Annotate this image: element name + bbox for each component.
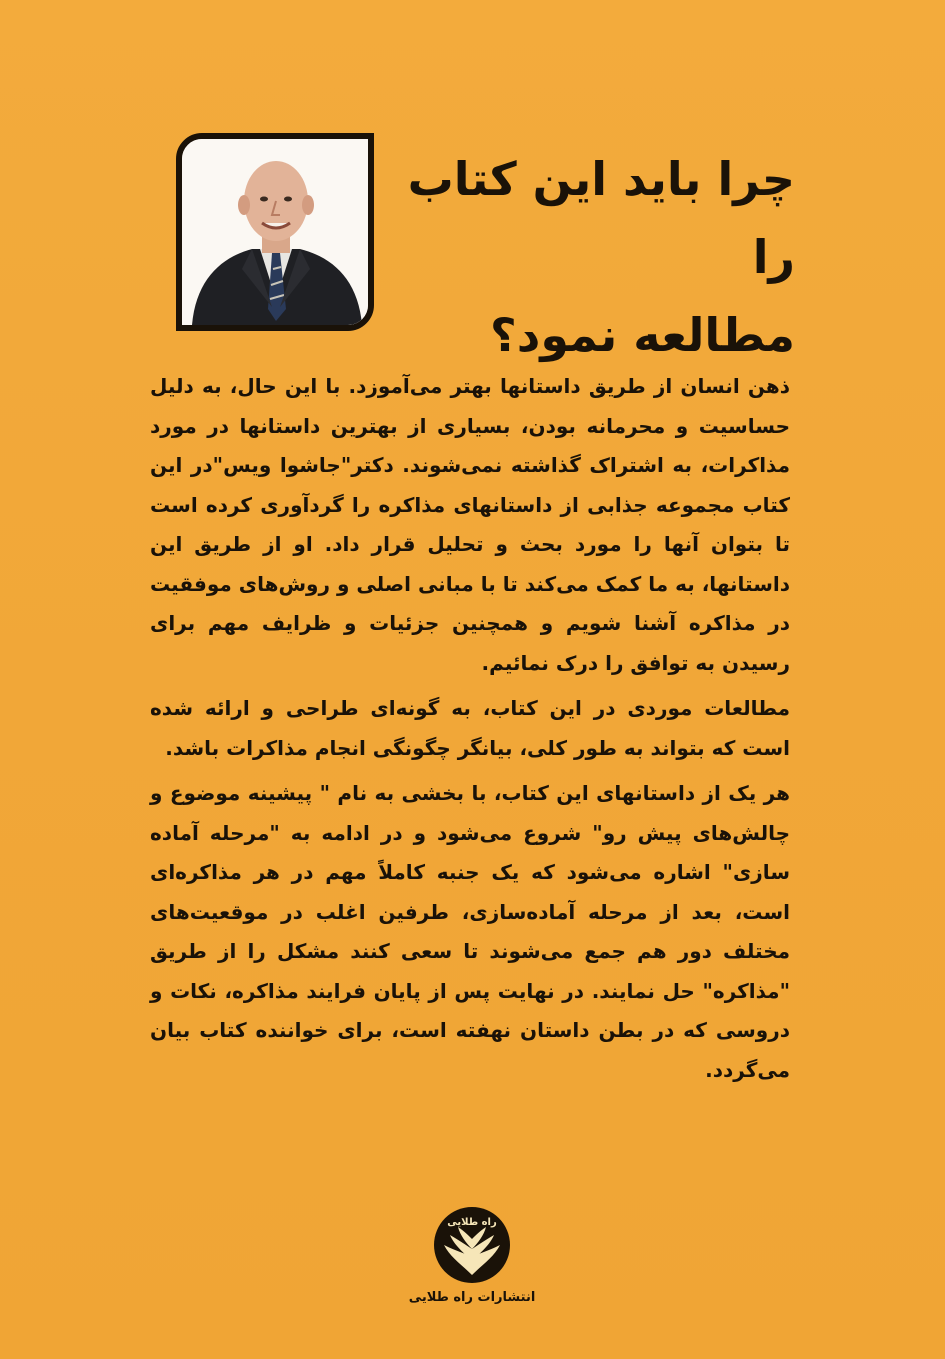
paragraph: مطالعات موردی در این کتاب، به گونه‌ای طراحی و ارائه شده است که بتواند به طور کلی، بیانگر چگونگی انجام مذاکرات باشد. (150, 696, 790, 760)
paragraph: هر یک از داستانهای این کتاب، با بخشی به نام " پیشینه موضوع و چالش‌های پیش رو" شروع می‌شود و در ادامه به "مرحله آماده سازی" اشاره می‌شود که یک جنبه کاملاً مهم در هر مذاکره‌ای است، بعد از مرحله آماده‌سازی، طرفین اغلب در موقعیت‌های مختلف دور هم جمع می‌شوند تا سعی کنند مشکل را از طریق "مذاکره" حل نمایند. در نهایت پس از پایان فرایند مذاکره، نکات و دروسی که در بطن داستان نهفته است، برای خواننده کتاب بیان می‌گردد. (150, 781, 790, 1082)
title-line-2: مطالعه نمود؟ (490, 308, 795, 362)
paragraph: ذهن انسان از طریق داستانها بهتر می‌آموزد. با این حال، به دلیل حساسیت و محرمانه بودن، بسیاری از بهترین داستانها در مورد مذاکرات، به اشتراک گذاشته نمی‌شوند. دکتر"جاشوا ویس"در این کتاب مجموعه جذابی از داستانهای مذاکره را گردآوری کرده است تا بتوان آنها را مورد بحث و تحلیل قرار داد. او از طریق این داستانها، به ما کمک می‌کند تا با مبانی اصلی و روش‌های موفقیت در مذاکره آشنا شویم و همچنین جزئیات و ظرایف مهم برای رسیدن به توافق را درک نمائیم. (150, 374, 790, 675)
phoenix-logo-icon (432, 1205, 512, 1285)
page-title (355, 140, 795, 374)
publisher-name: انتشارات راه طلایی (408, 1290, 536, 1305)
description-text (150, 367, 790, 1090)
author-photo (176, 133, 374, 331)
author-portrait-icon (182, 139, 368, 325)
title-line-1: چرا باید این کتاب را (407, 152, 795, 284)
logo-text: راه طلایی (447, 1217, 497, 1228)
publisher-logo (432, 1205, 512, 1285)
